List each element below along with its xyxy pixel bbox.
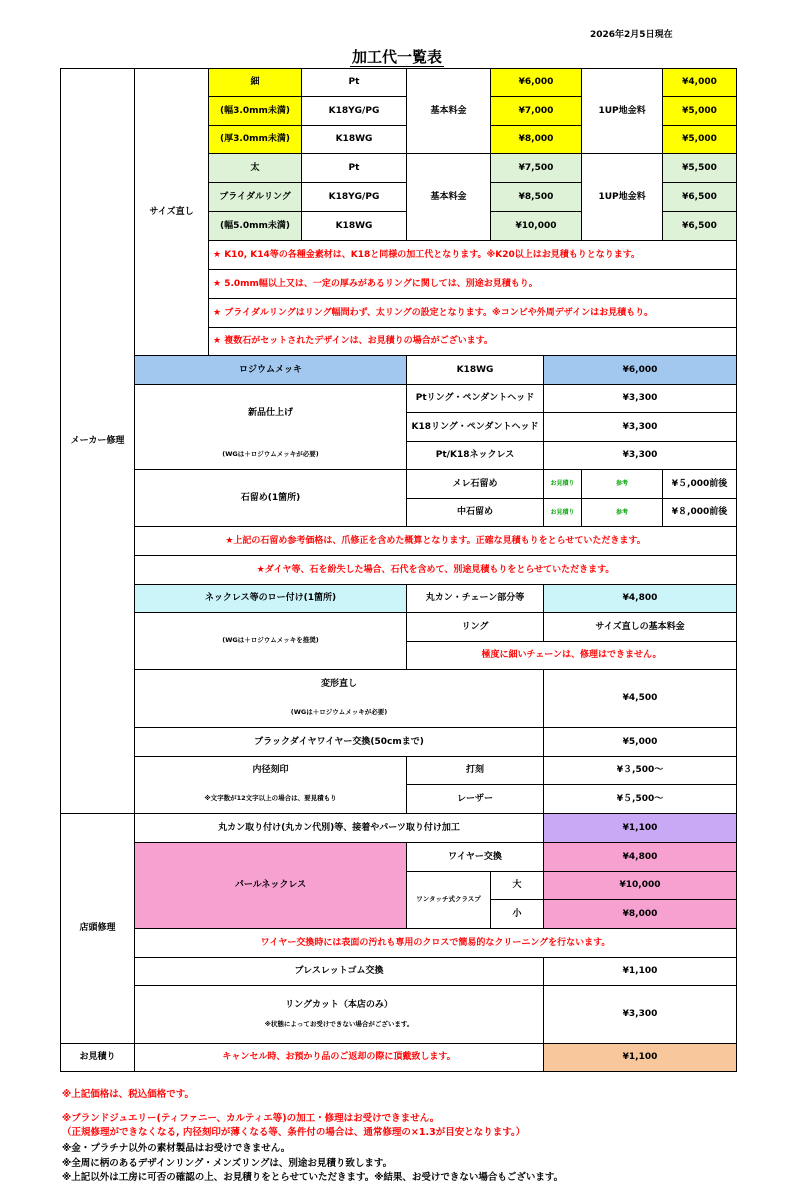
finish-price-pt: ¥3,300 <box>544 385 737 413</box>
thin-metal-pt: Pt <box>302 69 407 97</box>
finish-item-necklace: Pt/K18ネックレス <box>407 442 544 470</box>
footnote-6: ※上記以外は工房に可否の確認の上、お見積りをとらせていただきます。※結果、お受けできない場合もございます。 <box>62 1172 564 1183</box>
solder-note: (WGは＋ロジウムメッキを推奨) <box>135 613 407 670</box>
stone-row-1 <box>61 470 737 499</box>
stone-item-mele: メレ石留め <box>407 470 544 499</box>
stone-estimate-mele: お見積り <box>544 470 582 499</box>
pearl-small-price: ¥8,000 <box>544 900 737 929</box>
bracelet-row <box>61 958 737 986</box>
solder-item-1: 丸カン・チェーン部分等 <box>407 585 544 613</box>
thin-metal-wg: K18WG <box>302 126 407 154</box>
stone-item-center: 中石留め <box>407 499 544 527</box>
ringcut-row <box>61 986 737 1044</box>
thin-base-price-wg: ¥8,000 <box>491 126 582 154</box>
wide-base-label: 基本料金 <box>407 154 491 241</box>
stone-estimate-center: お見積り <box>544 499 582 527</box>
footnote-3: （正規修理ができなくなる, 内径刻印が薄くなる等、条件付の場合は、通常修理の×1.3が目安となります。） <box>62 1127 526 1138</box>
bracelet-label: ブレスレットゴム交換 <box>135 958 544 986</box>
finish-item-pt: Ptリング・ペンダントヘッド <box>407 385 544 413</box>
wire-price: ¥5,000 <box>544 728 737 757</box>
engrave-row-2 <box>61 785 737 814</box>
thin-up-label: 1UP地金料 <box>582 69 663 154</box>
finish-price-k18: ¥3,300 <box>544 413 737 442</box>
engrave-item-stamp: 打刻 <box>407 757 544 785</box>
size-note-4: ★ 複数石がセットされたデザインは、お見積りの場合がございます。 <box>209 328 737 356</box>
thin-line-1: 細 <box>209 69 302 97</box>
wire-row <box>61 728 737 757</box>
size-note-2: ★ 5.0mm幅以上又は、一定の厚みがあるリングに関しては、別途お見積もり。 <box>209 270 737 299</box>
stone-label: 石留め(1箇所) <box>135 470 407 527</box>
wide-up-price-pt: ¥5,500 <box>663 154 737 183</box>
ringcut-label: リングカット（本店のみ） <box>285 1000 393 1011</box>
estimate-label: お見積り <box>61 1044 135 1072</box>
stone-price-center: ¥８,000前後 <box>663 499 737 527</box>
thin-up-price-yg: ¥5,000 <box>663 97 737 126</box>
page-title: 加工代一覧表 <box>351 48 442 66</box>
wide-line-2: ブライダルリング <box>209 183 302 212</box>
wide-base-price-yg: ¥8,500 <box>491 183 582 212</box>
thin-base-label: 基本料金 <box>407 69 491 154</box>
estimate-row <box>61 1044 737 1072</box>
solder-label: ネックレス等のロー付け(1箇所) <box>135 585 407 613</box>
pearl-label: パールネックレス <box>135 843 407 929</box>
ring-parts-label: 丸カン取り付け(丸カン代別)等、接着やパーツ取り付け加工 <box>135 814 544 843</box>
ringcut-cell <box>135 986 544 1044</box>
wide-base-price-pt: ¥7,500 <box>491 154 582 183</box>
thin-base-price-yg: ¥7,000 <box>491 97 582 126</box>
solder-price-2: サイズ直しの基本料金 <box>544 613 737 642</box>
solder-row-1 <box>61 585 737 613</box>
rhodium-row <box>61 356 737 385</box>
maker-section-label: メーカー修理 <box>61 69 135 814</box>
estimate-note: キャンセル時、お預かり品のご返却の際に頂戴致します。 <box>135 1044 544 1072</box>
solder-warning: 極度に細いチェーンは、修理はできません。 <box>407 642 737 670</box>
pearl-large-price: ¥10,000 <box>544 872 737 900</box>
wide-metal-yg: K18YG/PG <box>302 183 407 212</box>
thin-up-price-pt: ¥4,000 <box>663 69 737 97</box>
ringcut-price: ¥3,300 <box>544 986 737 1044</box>
finish-note: (WGは＋ロジウムメッキが必要) <box>135 442 407 470</box>
engrave-price-stamp: ¥３,500～ <box>544 757 737 785</box>
store-section-label: 店頭修理 <box>61 814 135 1044</box>
rhodium-item: K18WG <box>407 356 544 385</box>
wide-up-label: 1UP地金料 <box>582 154 663 241</box>
wide-line-3: (幅5.0mm未満) <box>209 212 302 241</box>
wide-metal-pt: Pt <box>302 154 407 183</box>
pearl-large-label: 大 <box>491 872 544 900</box>
pearl-small-label: 小 <box>491 900 544 929</box>
size-note-1: ★ K10, K14等の各種金素材は、K18と同様の加工代となります。※K20以上はお見積もりとなります。 <box>209 241 737 270</box>
finish-row-3 <box>61 442 737 470</box>
bracelet-price: ¥1,100 <box>544 958 737 986</box>
deform-price: ¥4,500 <box>544 670 737 728</box>
engrave-price-laser: ¥５,500～ <box>544 785 737 814</box>
store-parts-row <box>61 814 737 843</box>
finish-label: 新品仕上げ <box>135 385 407 442</box>
wide-up-price-wg: ¥6,500 <box>663 212 737 241</box>
engrave-row-1 <box>61 757 737 785</box>
wide-base-price-wg: ¥10,000 <box>491 212 582 241</box>
stone-ref-mele: 参考 <box>582 470 663 499</box>
pearl-note: ワイヤー交換時には表面の汚れも専用のクロスで簡易的なクリーニングを行ないます。 <box>135 929 737 958</box>
rhodium-price: ¥6,000 <box>544 356 737 385</box>
wire-label: ブラックダイヤワイヤー交換(50cmまで) <box>135 728 544 757</box>
thin-metal-yg: K18YG/PG <box>302 97 407 126</box>
footnote-1: ※上記価格は、税込価格です。 <box>62 1089 194 1100</box>
footnote-4: ※金・プラチナ以外の素材製品はお受けできません。 <box>62 1143 291 1154</box>
estimate-price: ¥1,100 <box>544 1044 737 1072</box>
ringcut-note: ※状態によってお受けできない場合がございます。 <box>264 1020 414 1028</box>
size-thin-row-1 <box>61 69 737 97</box>
solder-row-2 <box>61 613 737 642</box>
engrave-note: ※文字数が12文字以上の場合は、要見積もり <box>135 785 407 814</box>
ring-parts-price: ¥1,100 <box>544 814 737 843</box>
date-label: 2026年2月5日現在 <box>590 30 673 40</box>
footnote-2: ※ブランドジュエリー(ティファニー、カルティエ等)の加工・修理はお受けできません。 <box>62 1113 440 1124</box>
price-table <box>60 68 737 1072</box>
wide-line-1: 太 <box>209 154 302 183</box>
thin-line-2: (幅3.0mm未満) <box>209 97 302 126</box>
deform-label: 変形直し <box>135 670 544 699</box>
stone-price-mele: ¥５,000前後 <box>663 470 737 499</box>
rhodium-label: ロジウムメッキ <box>135 356 407 385</box>
stone-ref-center: 参考 <box>582 499 663 527</box>
thin-up-price-wg: ¥5,000 <box>663 126 737 154</box>
solder-price-1: ¥4,800 <box>544 585 737 613</box>
pearl-clasp-label: ワンタッチ式クラスプ <box>407 872 491 929</box>
pearl-row-1 <box>61 843 737 872</box>
engrave-label: 内径刻印 <box>135 757 407 785</box>
solder-item-2: リング <box>407 613 544 642</box>
stone-note-2: ★ダイヤ等、石を紛失した場合、石代を含めて、別途見積もりをとらせていただきます。 <box>135 556 737 585</box>
size-label: サイズ直し <box>135 69 209 356</box>
finish-price-necklace: ¥3,300 <box>544 442 737 470</box>
wide-up-price-yg: ¥6,500 <box>663 183 737 212</box>
wide-metal-wg: K18WG <box>302 212 407 241</box>
stone-note-1: ★上記の石留め参考価格は、爪修正を含めた概算となります。正確な見積もりをとらせていただきます。 <box>135 527 737 556</box>
thin-base-price-pt: ¥6,000 <box>491 69 582 97</box>
size-note-3: ★ ブライダルリングはリング幅問わず、太リングの設定となります。※コンビや外周デザインはお見積もり。 <box>209 299 737 328</box>
thin-line-3: (厚3.0mm未満) <box>209 126 302 154</box>
deform-row-1 <box>61 670 737 699</box>
deform-note: (WGは＋ロジウムメッキが必要) <box>135 699 544 728</box>
finish-item-k18: K18リング・ペンダントヘッド <box>407 413 544 442</box>
pearl-wire-label: ワイヤー交換 <box>407 843 544 872</box>
pearl-wire-price: ¥4,800 <box>544 843 737 872</box>
footnote-5: ※全周に柄のあるデザインリング・メンズリングは、別途お見積り致します。 <box>62 1158 393 1169</box>
engrave-item-laser: レーザー <box>407 785 544 814</box>
finish-row-1 <box>61 385 737 413</box>
